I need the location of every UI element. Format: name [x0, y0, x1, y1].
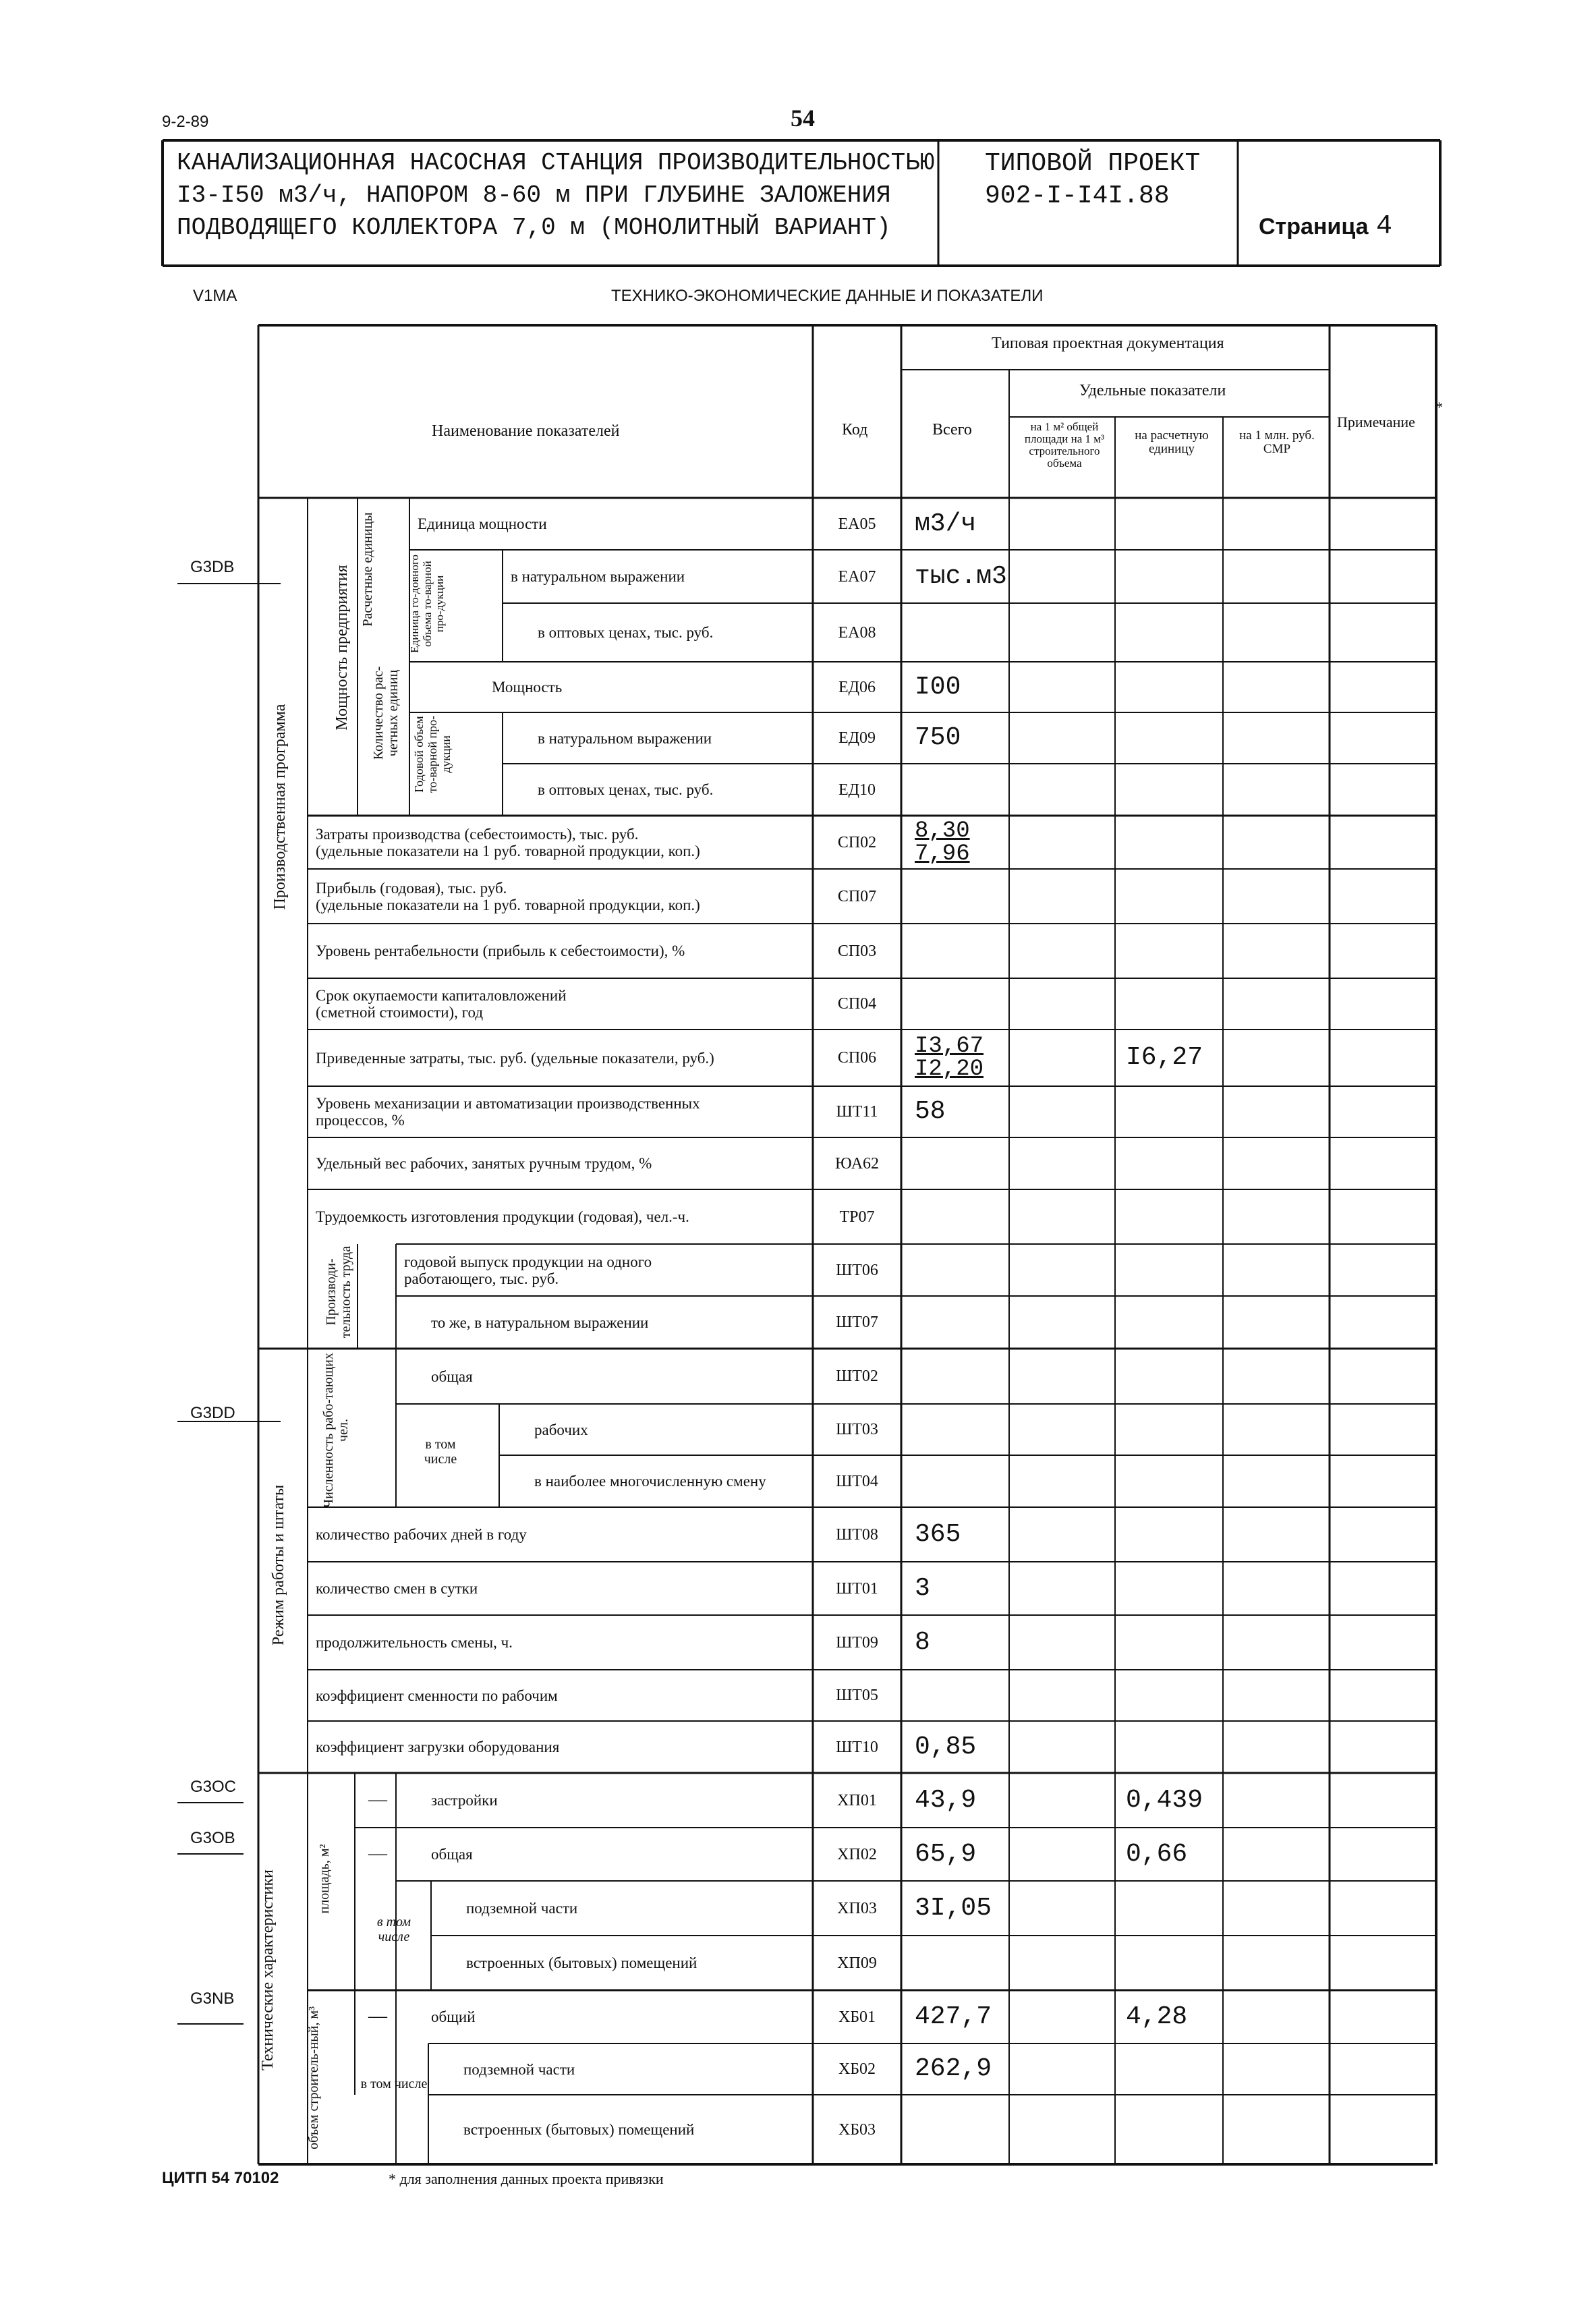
row-label: годовой выпуск продукции на одного работающего, тыс. руб.: [404, 1253, 652, 1287]
headcount-in-that: в том числе: [424, 1437, 457, 1467]
row-code: ХП09: [837, 1954, 877, 1972]
per-unit-header: на расчетную единицу: [1135, 428, 1209, 456]
series-number: 9-2-89: [162, 113, 209, 131]
row-code: ШТ06: [836, 1261, 878, 1279]
row-code: ШТ08: [836, 1525, 878, 1544]
row-code: ШТ05: [836, 1687, 878, 1704]
row-label: Удельный вес рабочих, занятых ручным трудом, %: [316, 1155, 652, 1172]
area-in-that: в том числе: [376, 1915, 411, 1944]
row-label: то же, в натуральном выражении: [431, 1314, 649, 1331]
title-line-2: I3-I50 м3/ч, НАПОРОМ 8-60 м ПРИ ГЛУБИНЕ ЗАЛОЖЕНИЯ: [177, 181, 891, 209]
note-column-header: Примечание: [1337, 414, 1415, 430]
page-number: 54: [791, 105, 815, 132]
row-code: СП07: [837, 887, 877, 905]
row-code: ШТ10: [836, 1738, 878, 1756]
typical-doc-header: Типовая проектная документация: [992, 335, 1224, 352]
row-label: Затраты производства (себестоимость), тыс. руб. (удельные показатели на 1 руб. товарной продукции, коп.): [316, 825, 700, 859]
row-label: подземной части: [463, 2060, 575, 2078]
side-code-g3oc: G3OC: [190, 1778, 237, 1796]
row-code: ЕА07: [838, 567, 876, 586]
title-line-3: ПОДВОДЯЩЕГО КОЛЛЕКТОРА 7,0 м (МОНОЛИТНЫЙ ВАРИАНТ): [177, 214, 891, 242]
row-total-value: I3,67 I2,20: [915, 1034, 984, 1082]
row-label: в оптовых ценах, тыс. руб.: [538, 781, 714, 798]
row-total-value: 65,9: [915, 1839, 977, 1869]
project-number: 902-I-I4I.88: [985, 181, 1170, 210]
name-column-header: Наименование показателей: [432, 422, 620, 440]
row-code: ЕА08: [838, 623, 876, 642]
row-unit-value: 4,28: [1126, 2002, 1188, 2031]
row-code: ШТ11: [836, 1103, 878, 1121]
row-unit-value: 0,439: [1126, 1785, 1203, 1815]
row-label: коэффициент загрузки оборудования: [316, 1739, 560, 1755]
row-code: СП06: [837, 1049, 877, 1067]
row-total-value: 427,7: [915, 2002, 992, 2031]
group-tech-char: Технические характеристики: [259, 1869, 277, 2070]
row-label: в натуральном выражении: [511, 568, 685, 585]
row-code: ШТ03: [836, 1421, 878, 1438]
side-code-g3dd: G3DD: [190, 1404, 235, 1422]
row-code: ШТ07: [836, 1314, 878, 1331]
dash-marker: —: [368, 1842, 387, 1864]
page-label: Страница: [1259, 214, 1369, 239]
page-value: 4: [1376, 211, 1393, 242]
footnote: * для заполнения данных проекта привязки: [389, 2170, 664, 2187]
row-label: Уровень рентабельности (прибыль к себестоимости), %: [316, 942, 685, 959]
volume-in-that: в том числе: [360, 2077, 428, 2091]
dash-marker: —: [368, 2005, 387, 2027]
row-total-value: 8,30 7,96: [915, 818, 970, 867]
total-column-header: Всего: [932, 421, 972, 439]
side-code-g3ob: G3OB: [190, 1829, 235, 1847]
row-label: застройки: [431, 1792, 498, 1809]
row-total-value: 43,9: [915, 1785, 977, 1815]
row-label: Срок окупаемости капиталовложений (сметной стоимости), год: [316, 987, 567, 1021]
row-code: ХБ03: [838, 2120, 876, 2139]
code-column-header: Код: [842, 421, 868, 439]
per-million-header: на 1 млн. руб. СМР: [1239, 428, 1315, 456]
row-label: Трудоемкость изготовления продукции (годовая), чел.-ч.: [316, 1208, 689, 1225]
group-count-units: Количество рас-четных единиц: [371, 666, 401, 760]
row-total-value: 3: [915, 1573, 930, 1603]
group-work-mode: Режим работы и штаты: [270, 1484, 287, 1646]
row-code: ЕД10: [838, 781, 876, 799]
per-area-header: на 1 м² общей площади на 1 м³ строительного объема: [1024, 420, 1105, 470]
row-code: ТР07: [839, 1208, 875, 1226]
title-line-1: КАНАЛИЗАЦИОННАЯ НАСОСНАЯ СТАНЦИЯ ПРОИЗВОДИТЕЛЬНОСТЬЮ: [177, 149, 935, 177]
row-code: ЕД09: [838, 729, 876, 747]
row-total-value: 58: [915, 1097, 946, 1126]
row-code: ШТ04: [836, 1472, 878, 1490]
row-code: СП04: [837, 995, 877, 1013]
row-total-value: тыс.м3: [915, 561, 1007, 591]
row-code: СП02: [837, 833, 877, 851]
group-area: площадь, м²: [317, 1844, 332, 1914]
row-label: Уровень механизации и автоматизации производственных процессов, %: [316, 1095, 700, 1129]
group-labor-productivity: Производи-тельность труда: [324, 1245, 353, 1338]
side-code-g3db: G3DB: [190, 558, 235, 576]
row-code: ЮА62: [834, 1154, 880, 1173]
dash-marker: —: [368, 1788, 387, 1810]
row-code: ЕД06: [838, 678, 876, 696]
note-star: *: [1435, 399, 1443, 416]
footer-stamp: ЦИТП 54 70102: [162, 2169, 279, 2187]
row-label: встроенных (бытовых) помещений: [466, 1954, 697, 1971]
row-total-value: 365: [915, 1519, 961, 1549]
row-label: общая: [431, 1368, 473, 1385]
row-label: в наиболее многочисленную смену: [534, 1473, 766, 1490]
row-total-value: 750: [915, 723, 961, 752]
group-unit-output: Единица го-довного объема то-варной про-дукции: [408, 555, 447, 653]
row-code: ШТ09: [836, 1633, 878, 1652]
row-label: Мощность: [492, 679, 563, 696]
side-code-g3nb: G3NB: [190, 1990, 235, 2008]
row-label: Приведенные затраты, тыс. руб. (удельные показатели, руб.): [316, 1049, 714, 1067]
row-code: ХБ02: [838, 2060, 876, 2078]
row-label: общая: [431, 1846, 473, 1863]
row-total-value: 3I,05: [915, 1893, 992, 1923]
row-total-value: м3/ч: [915, 509, 977, 538]
row-code: ХП03: [837, 1899, 877, 1917]
row-code: ХБ01: [838, 2008, 876, 2026]
row-label: коэффициент сменности по рабочим: [316, 1687, 558, 1704]
row-total-value: 262,9: [915, 2054, 992, 2083]
row-label: рабочих: [534, 1421, 588, 1438]
project-label: ТИПОВОЙ ПРОЕКТ: [985, 149, 1201, 178]
row-label: встроенных (бытовых) помещений: [463, 2121, 695, 2138]
group-headcount: Численность рабо-тающих чел.: [321, 1353, 351, 1508]
row-total-value: 0,85: [915, 1732, 977, 1761]
row-code: ШТ02: [836, 1368, 878, 1385]
row-total-value: 8: [915, 1627, 930, 1657]
row-code: ЕА05: [838, 515, 876, 533]
group-prod-program: Производственная программа: [271, 704, 289, 910]
row-label: общий: [431, 2008, 476, 2025]
row-label: количество рабочих дней в году: [316, 1526, 527, 1543]
row-label: в оптовых ценах, тыс. руб.: [538, 624, 714, 641]
row-label: Прибыль (годовая), тыс. руб. (удельные показатели на 1 руб. товарной продукции, коп.): [316, 879, 700, 913]
group-calc-units: Расчетные единицы: [360, 512, 375, 627]
row-label: продолжительность смены, ч.: [316, 1634, 513, 1651]
row-code: ХП02: [837, 1845, 877, 1863]
group-annual-output: Годовой объем то-варной про-дукции: [412, 715, 453, 793]
row-total-value: I00: [915, 672, 961, 702]
row-unit-value: I6,27: [1126, 1043, 1203, 1072]
row-label: количество смен в сутки: [316, 1580, 478, 1597]
row-label: Единица мощности: [418, 515, 547, 532]
row-unit-value: 0,66: [1126, 1839, 1188, 1869]
row-code: СП03: [837, 942, 877, 960]
row-code: ШТ01: [836, 1579, 878, 1598]
row-code: ХП01: [837, 1791, 877, 1809]
section-code: V1MA: [193, 287, 237, 305]
row-label: в натуральном выражении: [538, 729, 712, 747]
group-capacity: Мощность предприятия: [333, 565, 351, 731]
row-label: подземной части: [466, 1900, 578, 1917]
group-volume: объем строитель-ный, м³: [306, 2006, 321, 2149]
specific-header: Удельные показатели: [1079, 382, 1226, 399]
section-title: ТЕХНИКО-ЭКОНОМИЧЕСКИЕ ДАННЫЕ И ПОКАЗАТЕЛИ: [611, 287, 1044, 305]
